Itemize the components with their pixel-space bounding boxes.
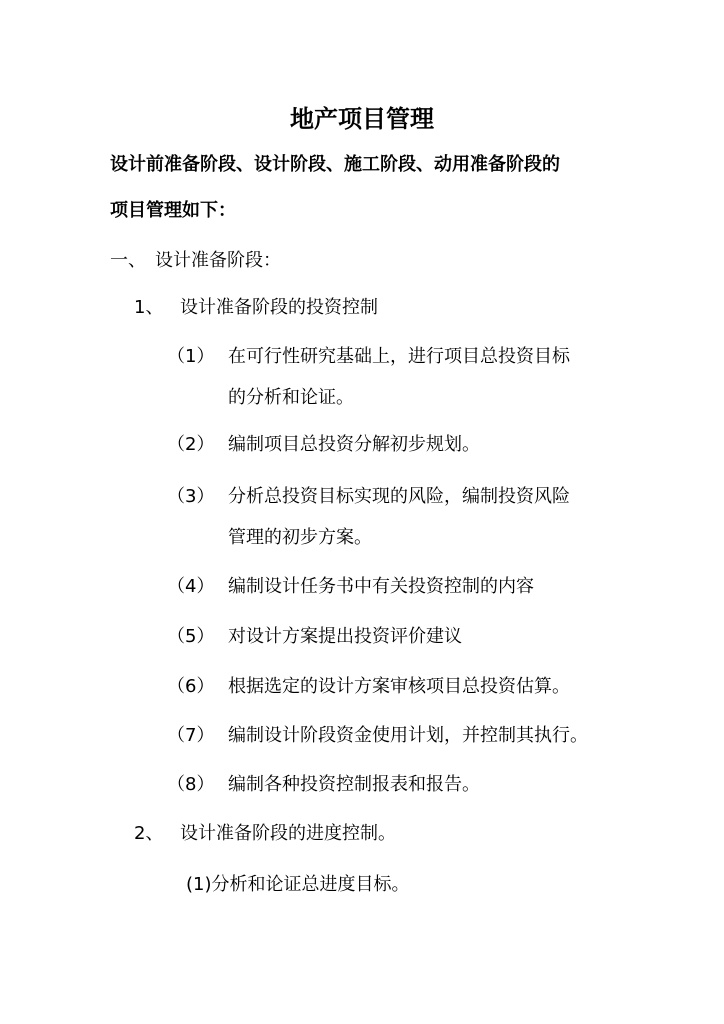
item-1-text-line-1: 在可行性研究基础上，进行项目总投资目标	[228, 346, 570, 367]
item-7-marker: （7）	[167, 725, 215, 746]
sub-2-item-1: (1)分析和论证总进度目标。	[186, 874, 410, 895]
item-4-marker: （4）	[167, 576, 215, 597]
item-5-text: 对设计方案提出投资评价建议	[228, 626, 462, 647]
sub-2-heading: 设计准备阶段的进度控制。	[180, 823, 396, 844]
item-4-text: 编制设计任务书中有关投资控制的内容	[228, 576, 534, 597]
item-7-text: 编制设计阶段资金使用计划，并控制其执行。	[228, 725, 588, 746]
section-1-marker: 一、	[110, 250, 146, 271]
item-2-marker: （2）	[167, 434, 215, 455]
item-6-marker: （6）	[167, 676, 215, 697]
item-3-marker: （3）	[167, 486, 215, 507]
item-3-text-line-1: 分析总投资目标实现的风险，编制投资风险	[228, 486, 570, 507]
item-8-marker: （8）	[167, 774, 215, 795]
page-title: 地产项目管理	[290, 105, 434, 133]
item-1-text-line-2: 的分析和论证。	[228, 387, 354, 408]
section-1-heading: 设计准备阶段：	[155, 250, 281, 271]
item-3-text-line-2: 管理的初步方案。	[228, 527, 372, 548]
intro-line-1: 设计前准备阶段、设计阶段、施工阶段、动用准备阶段的	[110, 154, 560, 175]
intro-line-2: 项目管理如下：	[110, 200, 236, 221]
item-6-text: 根据选定的设计方案审核项目总投资估算。	[228, 676, 570, 697]
item-8-text: 编制各种投资控制报表和报告。	[228, 774, 480, 795]
item-5-marker: （5）	[167, 626, 215, 647]
sub-1-heading: 设计准备阶段的投资控制	[180, 297, 378, 318]
item-1-marker: （1）	[167, 346, 215, 367]
item-2-text: 编制项目总投资分解初步规划。	[228, 434, 480, 455]
sub-2-marker: 2、	[134, 823, 164, 844]
sub-1-marker: 1、	[134, 297, 164, 318]
